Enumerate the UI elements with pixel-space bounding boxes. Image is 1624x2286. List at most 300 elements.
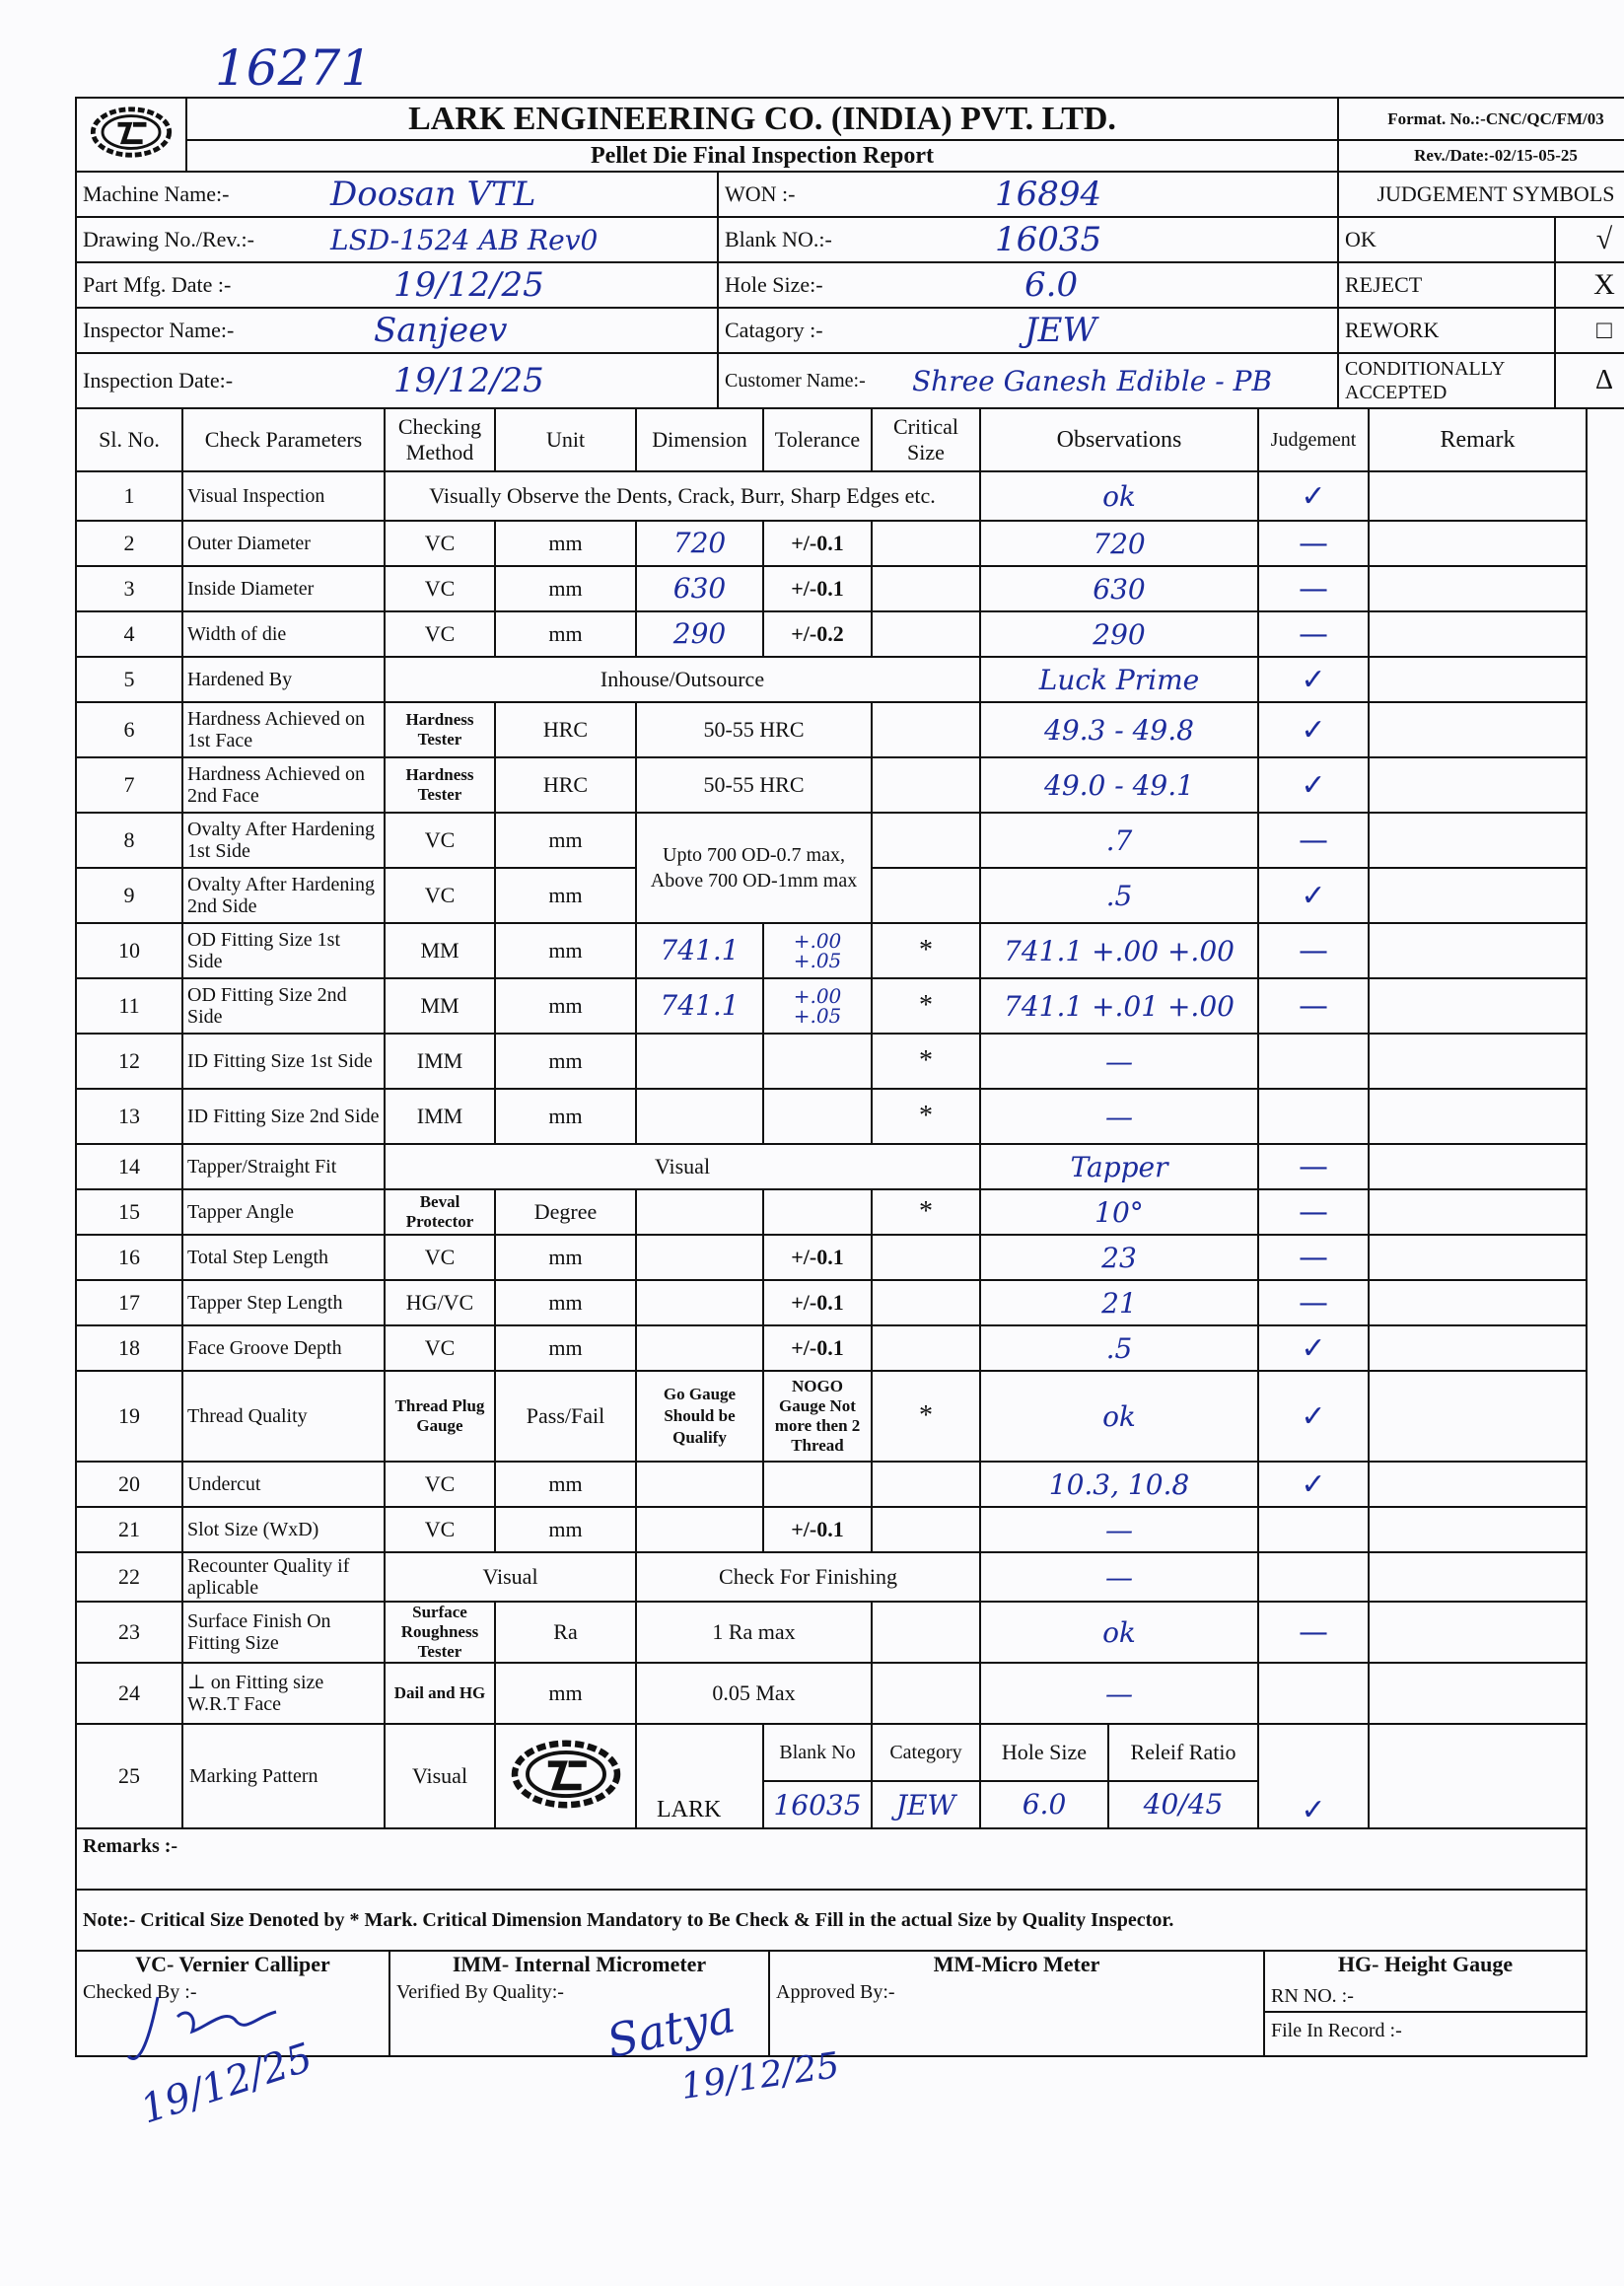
row-unit: mm <box>495 813 636 868</box>
row-method: Surface Roughness Tester <box>385 1602 495 1663</box>
col-param: Check Parameters <box>182 408 385 471</box>
row-tolerance: +/-0.1 <box>763 566 872 611</box>
row-dimension: 720 <box>636 521 763 566</box>
table-row <box>76 813 1587 868</box>
row-parameter: Surface Finish On Fitting Size <box>182 1602 385 1663</box>
legend-vc: VC- Vernier Calliper <box>76 1951 389 1977</box>
row-observation: 23 <box>980 1235 1258 1280</box>
row-dimension <box>636 1280 763 1325</box>
row-sl: 6 <box>76 702 182 757</box>
row-remark <box>1369 868 1587 923</box>
col-unit: Unit <box>495 408 636 471</box>
row-critical <box>872 757 980 813</box>
row-observation: — <box>980 1552 1258 1602</box>
symbol-rework: □ <box>1555 308 1624 353</box>
row-spec-merged: Visually Observe the Dents, Crack, Burr, Sharp Edges etc. <box>385 471 980 521</box>
row-remark <box>1369 1144 1587 1189</box>
row-judgement: — <box>1258 566 1369 611</box>
row-parameter: ID Fitting Size 1st Side <box>182 1034 385 1089</box>
blank-value: 16035 <box>906 217 1338 262</box>
row-method: IMM <box>385 1089 495 1144</box>
row-judgement: ✓ <box>1258 1371 1369 1462</box>
col-tolerance: Tolerance <box>763 408 872 471</box>
row-dimension: 741.1 <box>636 923 763 978</box>
col-method: Checking Method <box>385 408 495 471</box>
row-critical <box>872 611 980 657</box>
symbol-ok: √ <box>1555 217 1624 262</box>
row-critical <box>872 1280 980 1325</box>
marking-lark-text: LARK <box>636 1724 763 1828</box>
row-sl: 23 <box>76 1602 182 1663</box>
row-remark <box>1369 1235 1587 1280</box>
won-label: WON :- <box>718 172 906 217</box>
hole-value: 6.0 <box>906 262 1338 308</box>
row-observation: Tapper <box>980 1144 1258 1189</box>
row-tolerance: +/-0.1 <box>763 1507 872 1552</box>
row-judgement <box>1258 1089 1369 1144</box>
note: Note:- Critical Size Denoted by * Mark. Critical Dimension Mandatory to Be Check & Fill in the actual Size by Quality Inspector. <box>76 1890 1587 1951</box>
table-row <box>76 923 1587 978</box>
row-remark <box>1369 566 1587 611</box>
row-parameter: Tapper Angle <box>182 1189 385 1235</box>
row-spec-merged: Visual <box>385 1144 980 1189</box>
row-observation: Luck Prime <box>980 657 1258 702</box>
judgement-symbols-title: JUDGEMENT SYMBOLS <box>1338 172 1624 217</box>
row-remark <box>1369 657 1587 702</box>
legend-mm: MM-Micro Meter <box>769 1951 1264 1977</box>
row-remark <box>1369 1552 1587 1602</box>
row-unit: mm <box>495 1089 636 1144</box>
legend-hg: HG- Height Gauge <box>1264 1951 1587 1977</box>
inspection-date-label: Inspection Date:- <box>76 353 324 408</box>
table-row <box>76 1663 1587 1724</box>
row-remark <box>1369 1507 1587 1552</box>
verified-by-signature: Satya <box>601 1988 741 2069</box>
inspection-report-sheet <box>75 97 1615 2057</box>
row-dimension: 290 <box>636 611 763 657</box>
col-critical: Critical Size <box>872 408 980 471</box>
table-row <box>76 702 1587 757</box>
marking-logo <box>495 1724 636 1828</box>
file-in-record-label: File In Record :- <box>1271 2020 1402 2041</box>
row-critical: * <box>872 1371 980 1462</box>
row-sl: 13 <box>76 1089 182 1144</box>
marking-h-hole-relief <box>980 1724 1258 1781</box>
row-critical <box>872 1325 980 1371</box>
row-tolerance: NOGO Gauge Not more then 2 Thread <box>763 1371 872 1462</box>
machine-label: Machine Name:- <box>76 172 324 217</box>
row-observation: — <box>980 1034 1258 1089</box>
row-judgement: — <box>1258 1235 1369 1280</box>
row-sl: 9 <box>76 868 182 923</box>
row-sl: 10 <box>76 923 182 978</box>
table-row <box>76 757 1587 813</box>
table-row <box>76 978 1587 1034</box>
row-tolerance: +/-0.2 <box>763 611 872 657</box>
machine-value: Doosan VTL <box>324 172 718 217</box>
table-row <box>76 1235 1587 1280</box>
row-unit: mm <box>495 1507 636 1552</box>
row-parameter: Hardness Achieved on 2nd Face <box>182 757 385 813</box>
marking-h-blank: Blank No <box>763 1724 872 1781</box>
row-judgement: — <box>1258 611 1369 657</box>
row-critical: * <box>872 923 980 978</box>
row-unit: mm <box>495 1462 636 1507</box>
row-method: MM <box>385 923 495 978</box>
row-unit: Ra <box>495 1602 636 1663</box>
company-name: LARK ENGINEERING CO. (INDIA) PVT. LTD. <box>186 98 1338 140</box>
row-sl: 16 <box>76 1235 182 1280</box>
checked-by-date: 19/12/25 <box>135 2035 318 2133</box>
row-parameter: Undercut <box>182 1462 385 1507</box>
row-parameter: Face Groove Depth <box>182 1325 385 1371</box>
remarks-label: Remarks :- <box>76 1828 1587 1890</box>
inspector-label: Inspector Name:- <box>76 308 324 353</box>
row-unit: mm <box>495 1280 636 1325</box>
header-table <box>75 97 1624 409</box>
handwritten-number: 16271 <box>215 39 373 97</box>
rev-date: Rev./Date:-02/15-05-25 <box>1338 140 1624 172</box>
company-logo <box>76 98 186 172</box>
row-method: VC <box>385 1325 495 1371</box>
row-observation: ok <box>980 1371 1258 1462</box>
marking-h-hole: Hole Size <box>981 1725 1109 1780</box>
col-remark: Remark <box>1369 408 1587 471</box>
row-tolerance: +/-0.1 <box>763 1280 872 1325</box>
table-row <box>76 1089 1587 1144</box>
row-sl: 5 <box>76 657 182 702</box>
rn-no-label: RN NO. :- <box>1265 1981 1586 2013</box>
row-remark <box>1369 521 1587 566</box>
row-method: VC <box>385 1462 495 1507</box>
row-remark <box>1369 1189 1587 1235</box>
row-spec: 0.05 Max <box>636 1663 872 1724</box>
row-spec: 50-55 HRC <box>636 702 872 757</box>
row-sl: 3 <box>76 566 182 611</box>
row-observation: 720 <box>980 521 1258 566</box>
row-judgement: ✓ <box>1258 1724 1369 1828</box>
row-unit: Degree <box>495 1189 636 1235</box>
drawing-label: Drawing No./Rev.:- <box>76 217 324 262</box>
row-remark <box>1369 1325 1587 1371</box>
row-unit: mm <box>495 566 636 611</box>
row-unit: mm <box>495 611 636 657</box>
table-row <box>76 657 1587 702</box>
table-row <box>76 471 1587 521</box>
row-critical: * <box>872 1189 980 1235</box>
marking-v-hole-relief <box>980 1781 1258 1828</box>
symbol-label-rework: REWORK <box>1338 308 1555 353</box>
row-judgement <box>1258 1034 1369 1089</box>
row-remark <box>1369 702 1587 757</box>
row-critical <box>872 1507 980 1552</box>
marking-v-hole: 6.0 <box>981 1782 1109 1827</box>
row-unit: HRC <box>495 757 636 813</box>
checked-by-label: Checked By :- <box>76 1977 389 2056</box>
row-judgement: — <box>1258 521 1369 566</box>
row-tolerance <box>763 1462 872 1507</box>
row-dimension <box>636 1235 763 1280</box>
row-parameter: OD Fitting Size 2nd Side <box>182 978 385 1034</box>
row-spec: Check For Finishing <box>636 1552 980 1602</box>
marking-h-category: Category <box>872 1724 980 1781</box>
row-parameter: Tapper/Straight Fit <box>182 1144 385 1189</box>
format-number: Format. No.:-CNC/QC/FM/03 <box>1338 98 1624 140</box>
row-unit: HRC <box>495 702 636 757</box>
row-observation: 10.3, 10.8 <box>980 1462 1258 1507</box>
row-sl: 22 <box>76 1552 182 1602</box>
row-unit: mm <box>495 868 636 923</box>
row-critical: * <box>872 1089 980 1144</box>
inspection-date-value: 19/12/25 <box>324 353 718 408</box>
marking-v-blank: 16035 <box>763 1781 872 1828</box>
row-judgement: — <box>1258 1144 1369 1189</box>
table-row <box>76 1144 1587 1189</box>
row-dimension: 630 <box>636 566 763 611</box>
row-tolerance: +/-0.1 <box>763 1325 872 1371</box>
part-date-value: 19/12/25 <box>324 262 718 308</box>
row-judgement <box>1258 1552 1369 1602</box>
row-judgement: ✓ <box>1258 1325 1369 1371</box>
row-remark <box>1369 1371 1587 1462</box>
table-row <box>76 1280 1587 1325</box>
row-sl: 7 <box>76 757 182 813</box>
row-parameter: ID Fitting Size 2nd Side <box>182 1089 385 1144</box>
won-value: 16894 <box>906 172 1338 217</box>
row-critical <box>872 521 980 566</box>
row-tolerance <box>763 1189 872 1235</box>
col-sl: Sl. No. <box>76 408 182 471</box>
row-method: Hardness Tester <box>385 757 495 813</box>
row-spec: 50-55 HRC <box>636 757 872 813</box>
row-method: MM <box>385 978 495 1034</box>
row-judgement: — <box>1258 1280 1369 1325</box>
row-parameter: Tapper Step Length <box>182 1280 385 1325</box>
row-observation: — <box>980 1663 1258 1724</box>
symbol-reject: X <box>1555 262 1624 308</box>
row-dimension <box>636 1189 763 1235</box>
table-row <box>76 1602 1587 1663</box>
row-observation: 49.0 - 49.1 <box>980 757 1258 813</box>
row-judgement: ✓ <box>1258 657 1369 702</box>
row-parameter: Marking Pattern <box>182 1724 385 1828</box>
row-observation: 21 <box>980 1280 1258 1325</box>
row-sl: 15 <box>76 1189 182 1235</box>
row-tolerance <box>763 1089 872 1144</box>
verified-by-date: 19/12/25 <box>677 2044 842 2108</box>
table-row <box>76 1552 1587 1602</box>
marking-h-relief: Releif Ratio <box>1130 1740 1236 1764</box>
row-spec-merged: Inhouse/Outsource <box>385 657 980 702</box>
legend-imm: IMM- Internal Micrometer <box>389 1951 769 1977</box>
row-tolerance <box>763 1034 872 1089</box>
row-method: VC <box>385 611 495 657</box>
row-remark <box>1369 757 1587 813</box>
row-sl: 25 <box>76 1724 182 1828</box>
row-critical <box>872 702 980 757</box>
row-spec: 1 Ra max <box>636 1602 872 1663</box>
row-method: Beval Protector <box>385 1189 495 1235</box>
symbol-conditional: Δ <box>1555 353 1624 408</box>
inspector-value: Sanjeev <box>324 308 718 353</box>
symbol-label-ok: OK <box>1338 217 1555 262</box>
row-sl: 24 <box>76 1663 182 1724</box>
row-dimension: 741.1 <box>636 978 763 1034</box>
table-row <box>76 1034 1587 1089</box>
blank-label: Blank NO.:- <box>718 217 906 262</box>
record-cell <box>1264 1977 1587 2056</box>
part-date-label: Part Mfg. Date :- <box>76 262 324 308</box>
row-method: VC <box>385 566 495 611</box>
row-parameter: Recounter Quality if aplicable <box>182 1552 385 1602</box>
row-method: VC <box>385 521 495 566</box>
row-sl: 2 <box>76 521 182 566</box>
row-critical <box>872 813 980 868</box>
row-critical <box>872 1602 980 1663</box>
inspection-table <box>75 407 1588 1829</box>
row-observation: ok <box>980 1602 1258 1663</box>
row-parameter: Ovalty After Hardening 1st Side <box>182 813 385 868</box>
row-judgement: — <box>1258 923 1369 978</box>
row-tolerance: +.00 +.05 <box>763 978 872 1034</box>
row-observation: 741.1 +.00 +.00 <box>980 923 1258 978</box>
customer-label: Customer Name:- <box>718 353 906 408</box>
row-sl: 20 <box>76 1462 182 1507</box>
row-method: Thread Plug Gauge <box>385 1371 495 1462</box>
table-row <box>76 1507 1587 1552</box>
row-unit: mm <box>495 1034 636 1089</box>
row-observation: 10° <box>980 1189 1258 1235</box>
row-parameter: Hardened By <box>182 657 385 702</box>
row-observation: ok <box>980 471 1258 521</box>
row-sl: 11 <box>76 978 182 1034</box>
table-row <box>76 611 1587 657</box>
table-row <box>76 1462 1587 1507</box>
row-parameter: Width of die <box>182 611 385 657</box>
row-judgement: — <box>1258 1602 1369 1663</box>
row-sl: 17 <box>76 1280 182 1325</box>
row-method: VC <box>385 813 495 868</box>
row-judgement: — <box>1258 978 1369 1034</box>
row-sl: 8 <box>76 813 182 868</box>
row-judgement: ✓ <box>1258 471 1369 521</box>
row-sl: 12 <box>76 1034 182 1089</box>
row-judgement: ✓ <box>1258 1462 1369 1507</box>
approved-by-label: Approved By:- <box>769 1977 1264 2056</box>
row-critical <box>872 1462 980 1507</box>
row-sl: 14 <box>76 1144 182 1189</box>
table-row <box>76 1325 1587 1371</box>
verified-by-label: Verified By Quality:- <box>389 1977 769 2056</box>
row-unit: mm <box>495 1235 636 1280</box>
row-sl: 1 <box>76 471 182 521</box>
lark-logo-icon <box>83 104 179 161</box>
row-observation: 290 <box>980 611 1258 657</box>
row-dimension <box>636 1462 763 1507</box>
row-judgement: — <box>1258 813 1369 868</box>
row-parameter: Thread Quality <box>182 1371 385 1462</box>
row-judgement <box>1258 1507 1369 1552</box>
table-row <box>76 566 1587 611</box>
row-method: Hardness Tester <box>385 702 495 757</box>
row-remark <box>1369 1034 1587 1089</box>
row-remark <box>1369 1724 1587 1828</box>
row-remark <box>1369 471 1587 521</box>
row-unit: Pass/Fail <box>495 1371 636 1462</box>
row-remark <box>1369 1089 1587 1144</box>
row-unit: mm <box>495 923 636 978</box>
row-parameter: Outer Diameter <box>182 521 385 566</box>
row-method: VC <box>385 1235 495 1280</box>
row-judgement <box>1258 1663 1369 1724</box>
row-sl: 21 <box>76 1507 182 1552</box>
row-judgement: ✓ <box>1258 868 1369 923</box>
row-tolerance: +.00 +.05 <box>763 923 872 978</box>
row-method: HG/VC <box>385 1280 495 1325</box>
row-judgement: — <box>1258 1189 1369 1235</box>
row-unit: mm <box>495 521 636 566</box>
row-method-merged: Visual <box>385 1552 636 1602</box>
table-row <box>76 1371 1587 1462</box>
row-observation: 49.3 - 49.8 <box>980 702 1258 757</box>
row-spec-ovalty: Upto 700 OD-0.7 max, Above 700 OD-1mm max <box>636 813 872 923</box>
table-row <box>76 1189 1587 1235</box>
row-tolerance: +/-0.1 <box>763 1235 872 1280</box>
row-parameter: Visual Inspection <box>182 471 385 521</box>
row-unit: mm <box>495 1325 636 1371</box>
row-dimension <box>636 1089 763 1144</box>
row-critical <box>872 566 980 611</box>
hole-label: Hole Size:- <box>718 262 906 308</box>
row-method: Dail and HG <box>385 1663 495 1724</box>
row-sl: 18 <box>76 1325 182 1371</box>
row-method: Visual <box>385 1724 495 1828</box>
row-remark <box>1369 611 1587 657</box>
row-remark <box>1369 813 1587 868</box>
row-observation: 630 <box>980 566 1258 611</box>
col-dimension: Dimension <box>636 408 763 471</box>
row-unit: mm <box>495 978 636 1034</box>
row-method: IMM <box>385 1034 495 1089</box>
row-unit: mm <box>495 1663 636 1724</box>
lark-logo-icon <box>502 1735 630 1814</box>
row-parameter: Slot Size (WxD) <box>182 1507 385 1552</box>
inspection-rows <box>76 471 1587 1828</box>
col-judgement: Judgement <box>1258 408 1369 471</box>
row-parameter: Ovalty After Hardening 2nd Side <box>182 868 385 923</box>
marking-v-category: JEW <box>872 1781 980 1828</box>
row-critical <box>872 868 980 923</box>
row-remark <box>1369 1663 1587 1724</box>
report-title: Pellet Die Final Inspection Report <box>186 140 1338 172</box>
row-observation: .7 <box>980 813 1258 868</box>
customer-value: Shree Ganesh Edible - PB <box>906 353 1338 408</box>
table-row <box>76 521 1587 566</box>
row-sl: 19 <box>76 1371 182 1462</box>
row-remark <box>1369 923 1587 978</box>
symbol-label-conditional: CONDITIONALLY ACCEPTED <box>1338 353 1555 408</box>
row-critical <box>872 1235 980 1280</box>
row-method: VC <box>385 1507 495 1552</box>
row-remark <box>1369 1462 1587 1507</box>
row-dimension: Go Gauge Should be Qualify <box>636 1371 763 1462</box>
row-remark <box>1369 1602 1587 1663</box>
symbol-label-reject: REJECT <box>1338 262 1555 308</box>
row-sl: 4 <box>76 611 182 657</box>
table-row <box>76 1724 1587 1781</box>
row-dimension <box>636 1507 763 1552</box>
row-parameter: Hardness Achieved on 1st Face <box>182 702 385 757</box>
